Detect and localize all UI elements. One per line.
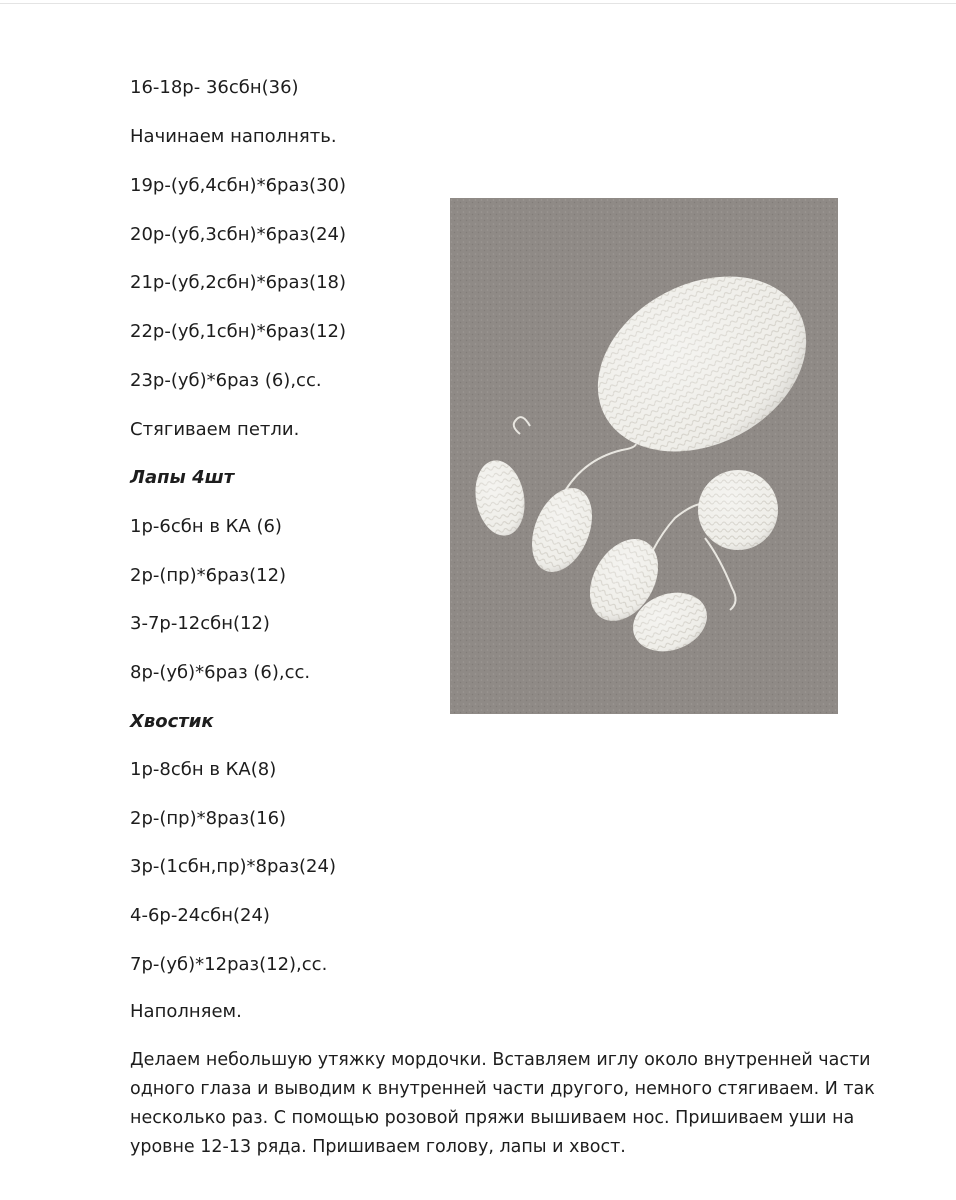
- pattern-line: 3р-(1сбн,пр)*8раз(24): [130, 856, 336, 877]
- crochet-tail-icon: [698, 470, 778, 550]
- pattern-line: 2р-(пр)*6раз(12): [130, 565, 287, 586]
- pattern-line: 3-7р-12сбн(12): [130, 613, 270, 634]
- pattern-line: Стягиваем петли.: [130, 419, 300, 440]
- pattern-line: Наполняем.: [130, 1001, 242, 1022]
- pattern-line: Начинаем наполнять.: [130, 126, 337, 147]
- crochet-photo: [450, 198, 838, 714]
- pattern-line: 23р-(уб)*6раз (6),сс.: [130, 370, 322, 391]
- pattern-line: 16-18р- 36сбн(36): [130, 77, 299, 98]
- pattern-line: 2р-(пр)*8раз(16): [130, 808, 287, 829]
- pattern-line: 7р-(уб)*12раз(12),сс.: [130, 954, 328, 975]
- section-heading-paws: Лапы 4шт: [130, 467, 235, 488]
- pattern-line: 22р-(уб,1сбн)*6раз(12): [130, 321, 346, 342]
- pattern-line: 20р-(уб,3сбн)*6раз(24): [130, 224, 346, 245]
- section-heading-tail: Хвостик: [130, 711, 214, 732]
- pattern-line: 1р-6сбн в КА (6): [130, 516, 282, 537]
- pattern-line: 19р-(уб,4сбн)*6раз(30): [130, 175, 346, 196]
- pattern-line: 4-6р-24сбн(24): [130, 905, 270, 926]
- instructions-paragraph: Делаем небольшую утяжку мордочки. Вставляем иглу около внутренней части одного глаза и выводим к внутренней части другого, немного стягиваем. И так несколько раз. С помощью розовой пряжи вышиваем нос. Пришиваем уши на уровне 12-13 ряда. Пришиваем голову, лапы и хвост.: [130, 1050, 875, 1157]
- top-divider: [0, 3, 956, 4]
- pattern-line: 21р-(уб,2сбн)*6раз(18): [130, 272, 346, 293]
- pattern-line: 8р-(уб)*6раз (6),сс.: [130, 662, 311, 683]
- pattern-line: 1р-8сбн в КА(8): [130, 759, 277, 780]
